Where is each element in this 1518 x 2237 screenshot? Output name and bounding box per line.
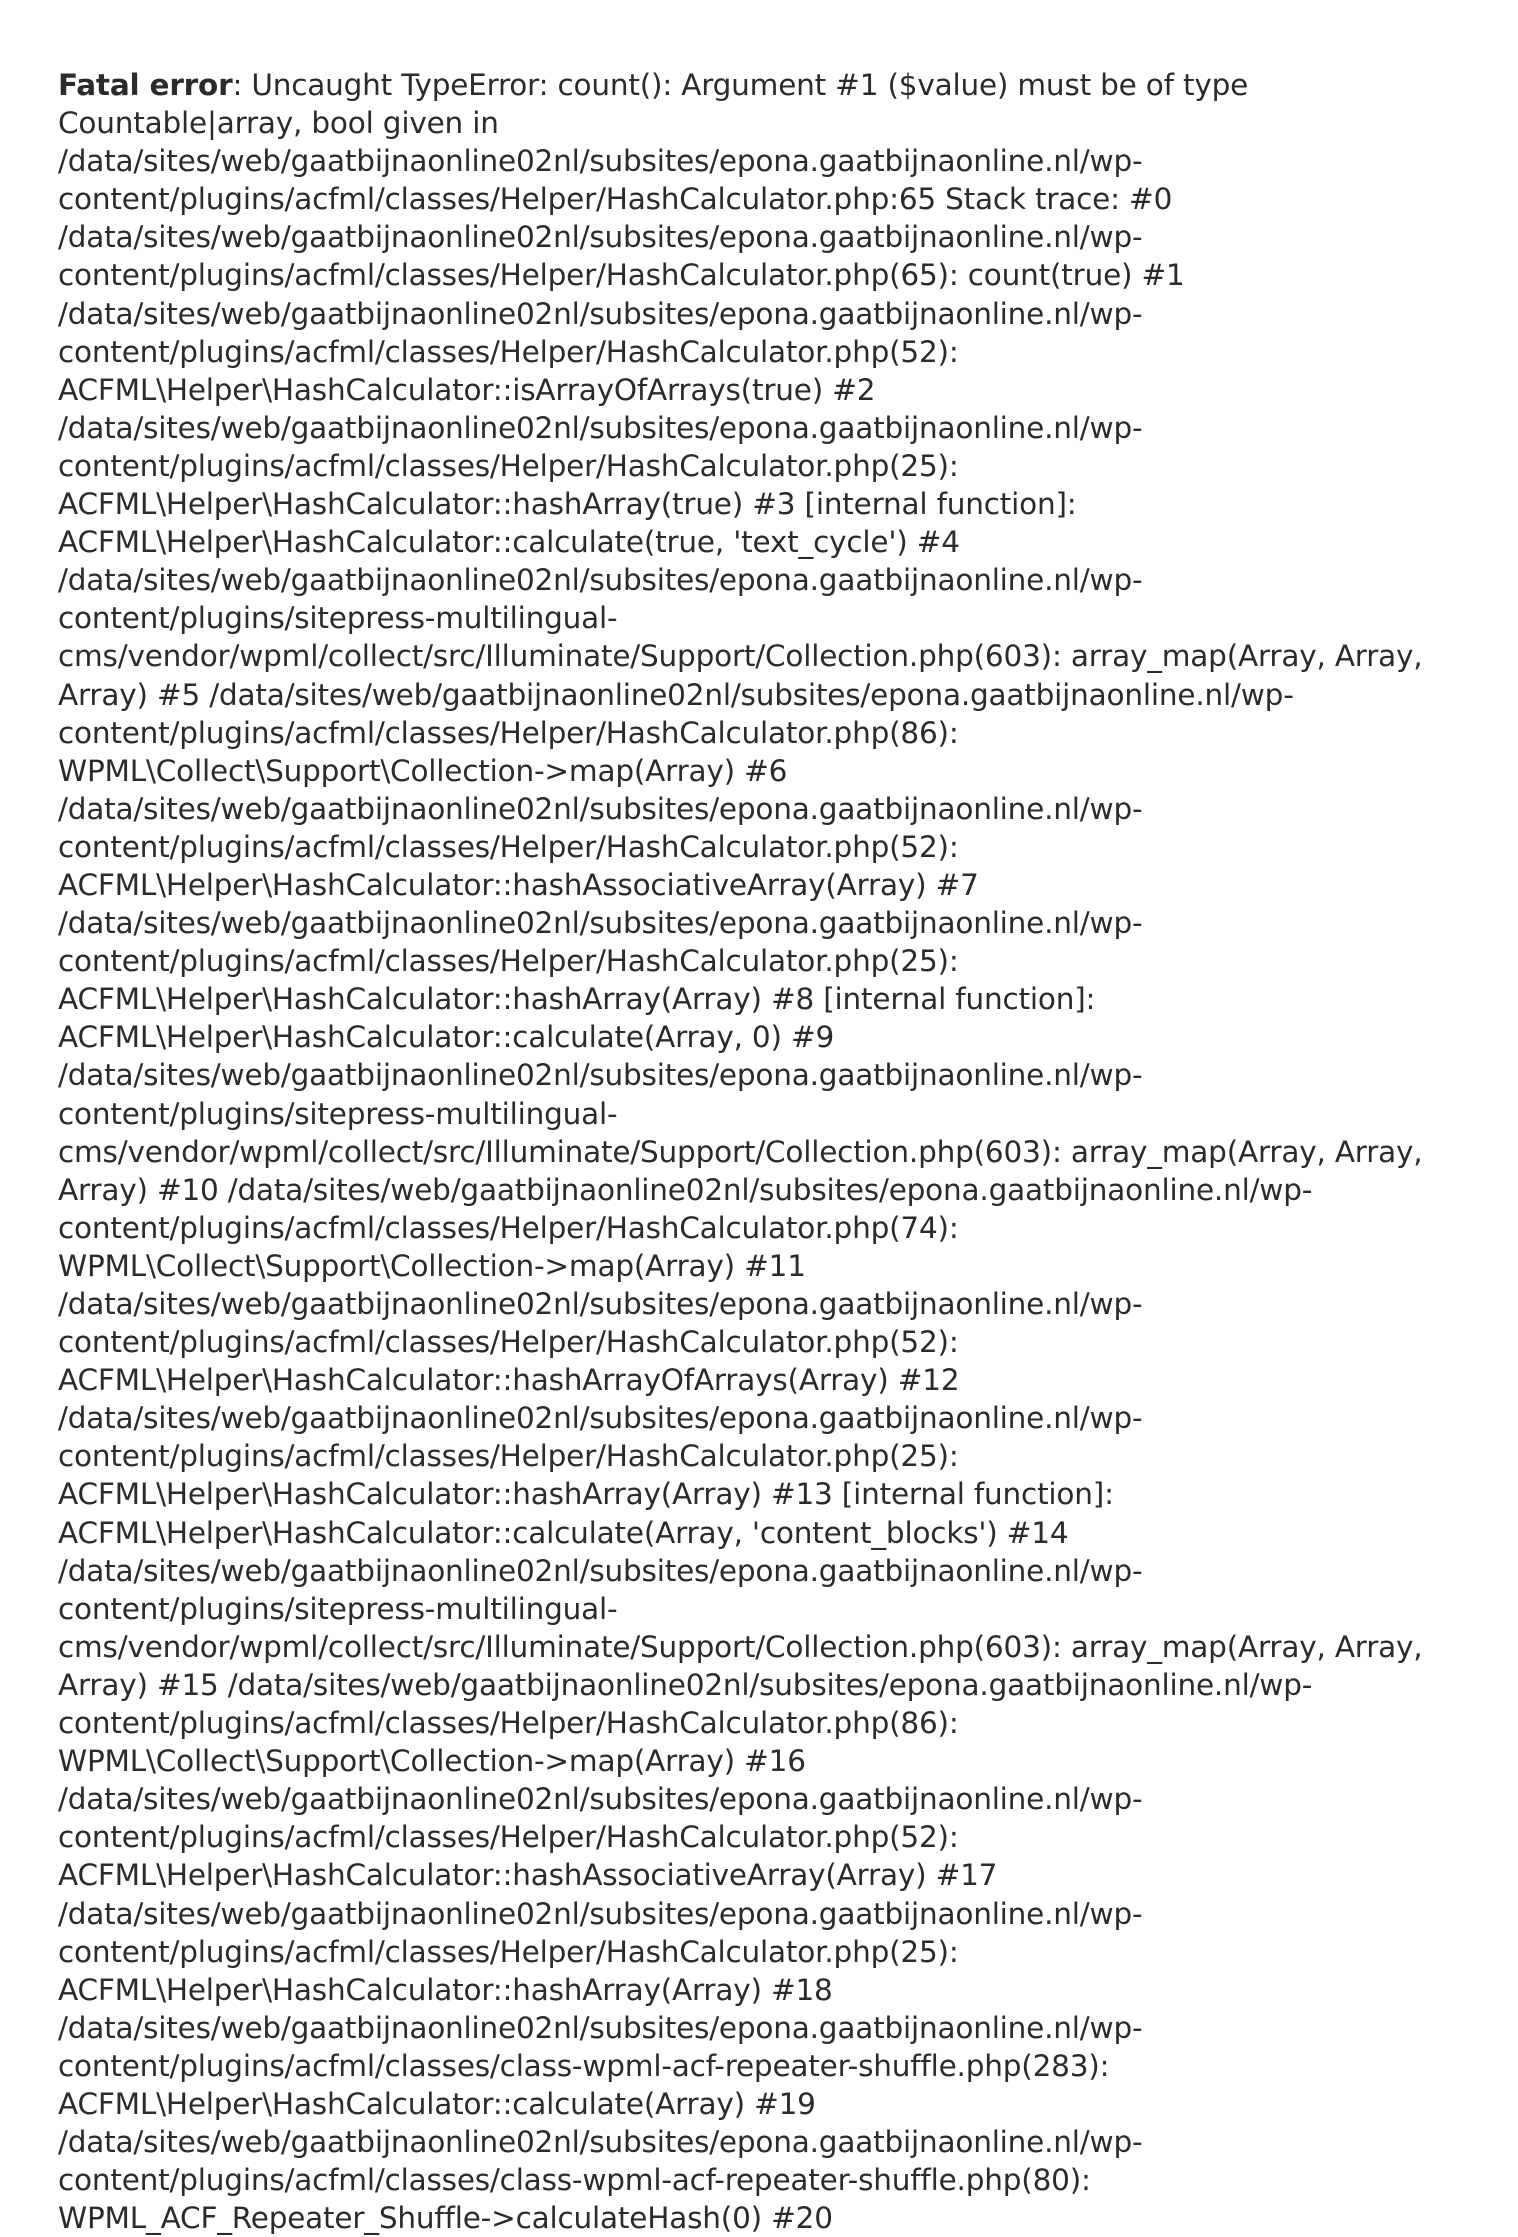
error-label: Fatal error <box>58 68 233 102</box>
error-text-line: content/plugins/sitepress-multilingual- <box>58 1591 618 1626</box>
error-text-line: ACFML\Helper\HashCalculator::hashArrayOfArrays(Array) #12 <box>58 1363 960 1398</box>
error-text-line: ACFML\Helper\HashCalculator::calculate(true, 'text_cycle') #4 <box>58 525 960 560</box>
error-text-line: content/plugins/acfml/classes/Helper/HashCalculator.php:65 Stack trace: #0 <box>58 182 1173 217</box>
error-text-line: content/plugins/acfml/classes/Helper/HashCalculator.php(25): <box>58 448 959 483</box>
error-text-line: /data/sites/web/gaatbijnaonline02nl/subsites/epona.gaatbijnaonline.nl/wp- <box>58 1782 1143 1817</box>
error-text-line: content/plugins/sitepress-multilingual- <box>58 1096 618 1131</box>
error-text-line: WPML\Collect\Support\Collection->map(Array) #16 <box>58 1744 806 1779</box>
error-text-line: /data/sites/web/gaatbijnaonline02nl/subsites/epona.gaatbijnaonline.nl/wp- <box>58 2010 1143 2045</box>
error-text-line: /data/sites/web/gaatbijnaonline02nl/subsites/epona.gaatbijnaonline.nl/wp- <box>58 1896 1143 1931</box>
error-text-line: content/plugins/acfml/classes/Helper/HashCalculator.php(25): <box>58 1439 959 1474</box>
error-text-line: /data/sites/web/gaatbijnaonline02nl/subsites/epona.gaatbijnaonline.nl/wp- <box>58 1058 1143 1093</box>
error-text-line: /data/sites/web/gaatbijnaonline02nl/subsites/epona.gaatbijnaonline.nl/wp- <box>58 220 1143 255</box>
error-text-line: ACFML\Helper\HashCalculator::hashAssociativeArray(Array) #17 <box>58 1858 998 1893</box>
error-text-line: /data/sites/web/gaatbijnaonline02nl/subsites/epona.gaatbijnaonline.nl/wp- <box>58 1287 1143 1321</box>
error-text-line: : Uncaught TypeError: count(): Argument #1 ($value) must be of type <box>232 68 1249 102</box>
error-text-line: Array) #5 /data/sites/web/gaatbijnaonline02nl/subsites/epona.gaatbijnaonline.nl/wp- <box>58 677 1294 712</box>
error-text-line: ACFML\Helper\HashCalculator::hashArray(true) #3 [internal function]: <box>58 487 1077 522</box>
error-text-line: /data/sites/web/gaatbijnaonline02nl/subsites/epona.gaatbijnaonline.nl/wp- <box>58 563 1143 598</box>
fatal-error-message <box>58 66 1498 2237</box>
error-text-line: content/plugins/acfml/classes/Helper/HashCalculator.php(52): <box>58 829 959 864</box>
error-text-line: /data/sites/web/gaatbijnaonline02nl/subsites/epona.gaatbijnaonline.nl/wp- <box>58 906 1143 941</box>
error-text-line: content/plugins/acfml/classes/Helper/HashCalculator.php(52): <box>58 1820 959 1855</box>
error-text-line: content/plugins/acfml/classes/Helper/HashCalculator.php(65): count(true) #1 <box>58 258 1185 293</box>
error-text-line: ACFML\Helper\HashCalculator::calculate(Array, 0) #9 <box>58 1020 835 1055</box>
error-text-line: ACFML\Helper\HashCalculator::hashArray(Array) #13 [internal function]: <box>58 1477 1114 1512</box>
error-text-line: WPML\Collect\Support\Collection->map(Array) #6 <box>58 753 788 788</box>
error-text-line: ACFML\Helper\HashCalculator::calculate(Array, 'content_blocks') #14 <box>58 1515 1069 1550</box>
error-text-line: ACFML\Helper\HashCalculator::hashAssociativeArray(Array) #7 <box>58 867 979 902</box>
error-text-line: content/plugins/acfml/classes/Helper/HashCalculator.php(74): <box>58 1210 959 1245</box>
error-text-line: ACFML\Helper\HashCalculator::calculate(Array) #19 <box>58 2086 816 2121</box>
error-text-line: /data/sites/web/gaatbijnaonline02nl/subsites/epona.gaatbijnaonline.nl/wp- <box>58 410 1143 445</box>
error-text-line: /data/sites/web/gaatbijnaonline02nl/subsites/epona.gaatbijnaonline.nl/wp- <box>58 2125 1143 2160</box>
error-text-line: /data/sites/web/gaatbijnaonline02nl/subsites/epona.gaatbijnaonline.nl/wp- <box>58 1401 1143 1436</box>
error-text-line: ACFML\Helper\HashCalculator::hashArray(Array) #8 [internal function]: <box>58 982 1096 1017</box>
error-text-line: content/plugins/acfml/classes/class-wpml-acf-repeater-shuffle.php(283): <box>58 2048 1110 2083</box>
error-text-line: WPML_ACF_Repeater_Shuffle->calculateHash(0) #20 <box>58 2201 833 2236</box>
error-text-line: /data/sites/web/gaatbijnaonline02nl/subsites/epona.gaatbijnaonline.nl/wp- <box>58 296 1143 331</box>
error-text-line: /data/sites/web/gaatbijnaonline02nl/subsites/epona.gaatbijnaonline.nl/wp- <box>58 1553 1143 1588</box>
error-text-line: cms/vendor/wpml/collect/src/Illuminate/Support/Collection.php(603): array_map(Array, Array, <box>58 1629 1423 1664</box>
error-text-line: ACFML\Helper\HashCalculator::isArrayOfArrays(true) #2 <box>58 372 876 407</box>
error-text-line: WPML\Collect\Support\Collection->map(Array) #11 <box>58 1248 806 1283</box>
error-text-line: content/plugins/acfml/classes/Helper/HashCalculator.php(52): <box>58 334 959 369</box>
error-text-line: content/plugins/acfml/classes/Helper/HashCalculator.php(25): <box>58 944 959 979</box>
error-text-line: content/plugins/sitepress-multilingual- <box>58 601 618 636</box>
error-line-1 <box>58 66 1498 104</box>
error-text-line: /data/sites/web/gaatbijnaonline02nl/subsites/epona.gaatbijnaonline.nl/wp- <box>58 144 1143 179</box>
error-text-line: /data/sites/web/gaatbijnaonline02nl/subsites/epona.gaatbijnaonline.nl/wp- <box>58 791 1143 826</box>
error-text-line: content/plugins/acfml/classes/class-wpml-acf-repeater-shuffle.php(80): <box>58 2163 1091 2198</box>
error-text-line: content/plugins/acfml/classes/Helper/HashCalculator.php(86): <box>58 1706 959 1741</box>
error-text-line: Array) #15 /data/sites/web/gaatbijnaonline02nl/subsites/epona.gaatbijnaonline.nl/wp- <box>58 1667 1313 1702</box>
error-text-line: content/plugins/acfml/classes/Helper/HashCalculator.php(25): <box>58 1934 959 1969</box>
error-text-line: cms/vendor/wpml/collect/src/Illuminate/Support/Collection.php(603): array_map(Array, Array, <box>58 1134 1423 1169</box>
error-text-line: content/plugins/acfml/classes/Helper/HashCalculator.php(52): <box>58 1325 959 1360</box>
error-text-line: Array) #10 /data/sites/web/gaatbijnaonline02nl/subsites/epona.gaatbijnaonline.nl/wp- <box>58 1172 1313 1207</box>
error-text-line: Countable|array, bool given in <box>58 106 499 141</box>
error-text-line: ACFML\Helper\HashCalculator::hashArray(Array) #18 <box>58 1972 833 2007</box>
error-text-line: content/plugins/acfml/classes/Helper/HashCalculator.php(86): <box>58 715 959 750</box>
error-text-line: cms/vendor/wpml/collect/src/Illuminate/Support/Collection.php(603): array_map(Array, Array, <box>58 639 1423 674</box>
